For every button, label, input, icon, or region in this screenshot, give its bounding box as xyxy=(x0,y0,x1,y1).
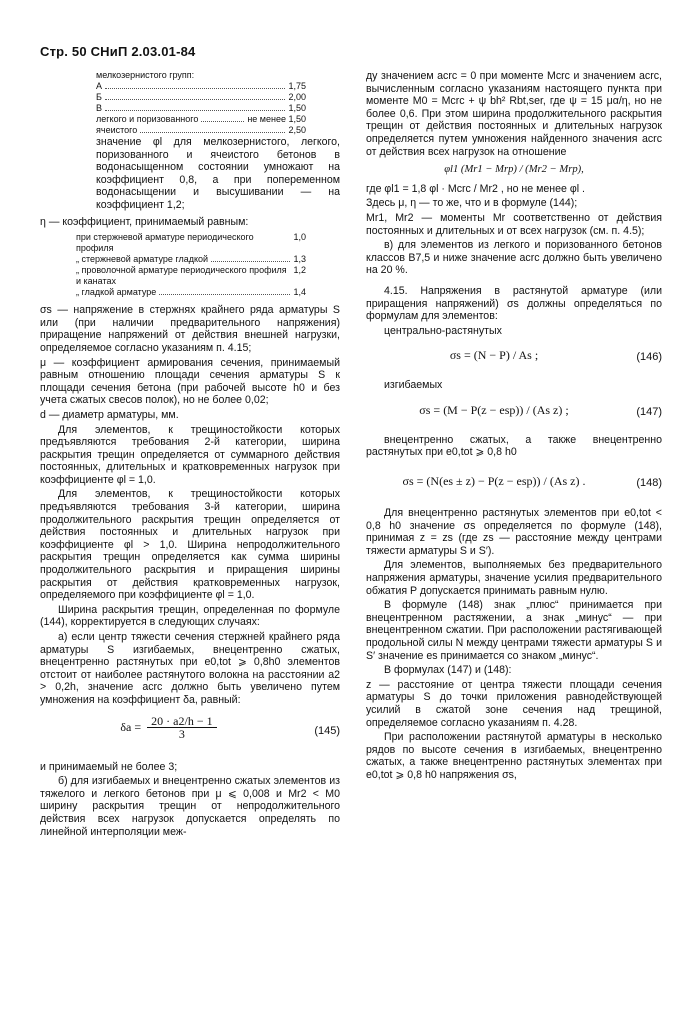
formula-lhs: δa = xyxy=(120,719,142,734)
paragraph: внецентренно сжатых, а также внецентренно растянутых при e0,tot ⩾ 0,8 h0 xyxy=(366,433,662,459)
formula-expression: σs = (M − P(z − esp)) / (As z) ; xyxy=(419,402,569,417)
paragraph: центрально-растянутых xyxy=(384,324,502,337)
formula-number: (146) xyxy=(636,351,662,364)
paragraph: ду значением acrc = 0 при моменте Mcrc и значением acrc, вычисленным согласно указаниям настоящего пункта при моменте M0 = Mcrc + ψ bh² Rbt,ser, где ψ = 15 μα/η, но не более 0,6. При этом ширина продолжительного раскрытия трещин от действия постоянных и длительных нагрузок определяется путем умножения найденного значения acrc от действия всех нагрузок на отношение xyxy=(366,70,662,158)
coef-list-1-title: мелкозернистого групп: xyxy=(96,70,195,80)
section-4-15: 4.15. Напряжения в растянутой арматуре (или приращения напряжений) σs должны определяться по формулам для элементов: xyxy=(366,284,662,323)
formula-expression: σs = (N(es ± z) − P(z − esp)) / (As z) . xyxy=(402,474,586,489)
formula-148 xyxy=(366,463,662,503)
formula-number: (145) xyxy=(314,724,340,737)
list-item: В 1,50 xyxy=(96,103,306,113)
list-item: легкого и поризованного не менее 1,50 xyxy=(96,114,306,124)
formula-numerator: 20 · a2/h − 1 xyxy=(147,715,216,729)
paragraph: Для элементов, выполняемых без предварительного напряжения арматуры, значение усилия предварительного обжатия P допускается принимать равным нулю. xyxy=(366,559,662,597)
left-column xyxy=(40,70,340,840)
paragraph: значение φl для мелкозернистого, легкого, поризованного и ячеистого бетонов в водонасыщенном состоянии умножают на коэффициент 0,8, а при попеременном водонасыщении и высушивании — на коэффициент 1,2; xyxy=(96,136,340,211)
formula-147 xyxy=(366,396,662,430)
coef-list-1 xyxy=(96,70,306,136)
right-column xyxy=(366,70,662,784)
mr-definition: Mr1, Mr2 — моменты Mr соответственно от действия постоянных и длительных и от всех нагрузок (см. п. 4.5); xyxy=(366,211,662,237)
mu-definition: μ — коэффициент армирования сечения, принимаемый равным отношению площади сечения арматуры S к площади сечения бетона (при рабочей высоте h0 и без учета сжатых свесов полок), но не более 0,02; xyxy=(40,356,340,407)
paragraph: При расположении растянутой арматуры в несколько рядов по высоте сечения в изгибаемых, внецентренно сжатых, а также внецентренно растянутых элементах при e0,tot ⩾ 0,8 h0 напряжения σs, xyxy=(366,731,662,781)
paragraph: В формулах (147) и (148): xyxy=(384,664,512,677)
list-item: „ гладкой арматуре 1,4 xyxy=(76,287,306,298)
formula-expression: σs = (N − P) / As ; xyxy=(449,348,539,363)
paragraph: Здесь μ, η — то же, что и в формуле (144); xyxy=(366,197,578,210)
page-header: Стр. 50 СНиП 2.03.01-84 xyxy=(40,44,196,59)
sigma-definition: σs — напряжение в стержнях крайнего ряда арматуры S или (при наличии предварительного напряжения) приращение напряжений от действия внешней нагрузки, определяемое согласно указаниям п. 4.15; xyxy=(40,304,340,354)
paragraph: Для внецентренно растянутых элементов при e0,tot < 0,8 h0 значение σs определяется по формуле (148), принимая z = zs (где zs — расстояние между центрами тяжести арматуры S и S′). xyxy=(366,507,662,557)
paragraph: изгибаемых xyxy=(384,379,443,392)
list-item: при стержневой арматуре периодического профиля 1,0 xyxy=(76,232,306,254)
formula-number: (148) xyxy=(636,477,662,490)
paragraph: Ширина раскрытия трещин, определенная по формуле (144), корректируется в следующих случаях: xyxy=(40,603,340,629)
coef-list-2 xyxy=(76,232,306,298)
ratio-expression: φl1 (Mr1 − Mrp) / (Mr2 − Mrp), xyxy=(444,164,584,176)
paragraph: Для элементов, к трещиностойкости которых предъявляются требования 2-й категории, ширина раскрытия трещин определяется от суммарного действия постоянных, длительных и кратковременных нагрузок при коэффициенте φl = 1,0. xyxy=(40,423,340,486)
d-definition: d — диаметр арматуры, мм. xyxy=(40,408,179,421)
paragraph: и принимаемый не более 3; xyxy=(40,760,178,773)
list-item: А 1,75 xyxy=(96,81,306,91)
formula-number: (147) xyxy=(636,405,662,418)
paragraph: В формуле (148) знак „плюс“ принимается при внецентренном растяжении, а знак „минус“ — при внецентренном сжатии. При расположении растягивающей продольной силы N между центрами тяжести арматуры S и S′ значение es принимается со знаком „минус“. xyxy=(366,599,662,662)
formula-denominator: 3 xyxy=(178,727,185,742)
paragraph: б) для изгибаемых и внецентренно сжатых элементов из тяжелого и легкого бетонов при μ ⩽ 0,008 и Mr2 < M0 ширину раскрытия трещин от непродолжительного действия всех нагрузок допускается определять по линейной интерполяции меж- xyxy=(40,775,340,838)
paragraph: где φl1 = 1,8 φl · Mcrc / Mr2 , но не менее φl . xyxy=(366,182,585,195)
paragraph: Для элементов, к трещиностойкости которых предъявляются требования 3-й категории, ширина продолжительного раскрытия трещин определяется от действия постоянных и длительных нагрузок при коэффициенте φl > 1,0. Ширина непродолжительного раскрытия трещин определяется как сумма ширины продолжительного раскрытия и приращения ширины раскрытия от действия кратковременных нагрузок, определяемого при коэффициенте φl = 1,0. xyxy=(40,488,340,602)
list-item: „ проволочной арматуре периодического профиля и канатах 1,2 xyxy=(76,265,306,287)
list-item: ячеистого 2,50 xyxy=(96,125,306,135)
z-definition: z — расстояние от центра тяжести площади сечения арматуры S до точки приложения равнодействующей усилий в сжатой зоне сечения над трещиной, определяемое согласно указаниям п. 4.28. xyxy=(366,678,662,729)
list-item: Б 2,00 xyxy=(96,92,306,102)
formula-145 xyxy=(40,711,340,757)
paragraph: а) если центр тяжести сечения стержней крайнего ряда арматуры S изгибаемых, внецентренно сжатых, внецентренно растянутых при e0,tot ⩾ 0,8h0 элементов отстоит от наиболее растянутого волокна на расстоянии a2 > 0,2h, значение acrc должно быть увеличено путем умножения на коэффициент δa, равный: xyxy=(40,631,340,706)
paragraph: в) для элементов из легкого и поризованного бетонов классов В7,5 и ниже значение acrc должно быть увеличено на 20 %. xyxy=(366,239,662,277)
formula-146 xyxy=(366,341,662,375)
eta-definition: η — коэффициент, принимаемый равным: xyxy=(40,215,249,228)
list-item: „ стержневой арматуре гладкой 1,3 xyxy=(76,254,306,265)
